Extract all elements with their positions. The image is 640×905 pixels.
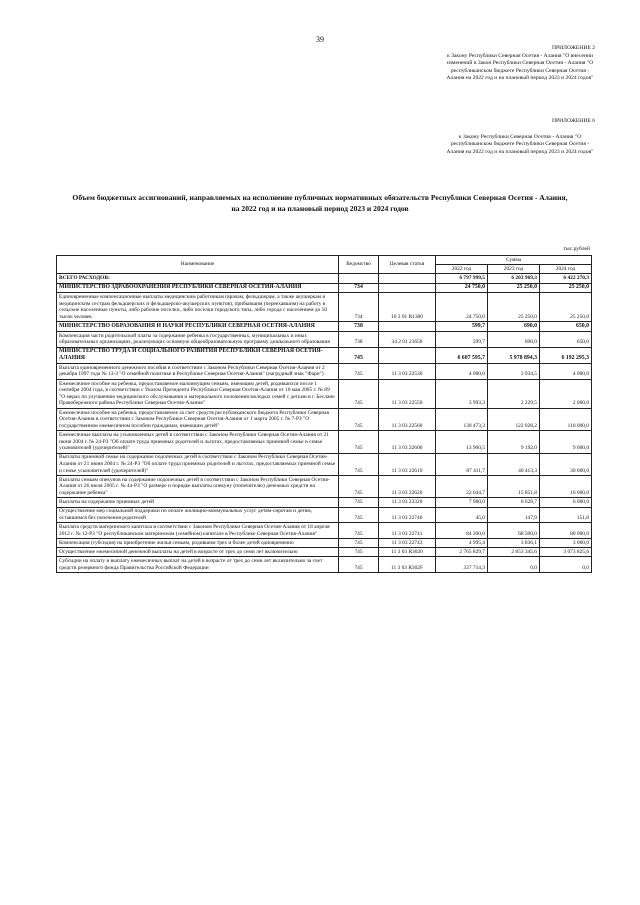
cell-2023: 690,0 bbox=[488, 331, 540, 347]
cell-target-article bbox=[379, 322, 436, 332]
cell-target-article bbox=[379, 347, 436, 364]
cell-name: Выплата средств материнского капитала в соответствии с Законом Республики Северная Осетия-Алания от 18 апреля 2012 г. № 12-РЗ "О республиканском материнском (семейном) капитале в Республике Северная Осетия-Алания" bbox=[57, 523, 339, 539]
cell-2023: 25 250,0 bbox=[488, 293, 540, 322]
cell-target-article: 11 3 03 23320 bbox=[379, 498, 436, 507]
appendix-2-block bbox=[445, 45, 595, 83]
cell-department: 738 bbox=[339, 322, 379, 332]
cell-target-article: 11 3 03 22560 bbox=[379, 408, 436, 430]
cell-name: МИНИСТЕРСТВО ЗДРАВООХРАНЕНИЯ РЕСПУБЛИКИ СЕВЕРНАЯ ОСЕТИЯ-АЛАНИЯ bbox=[57, 283, 339, 293]
cell-name: Осуществление ежемесячной денежной выплаты на детей в возрасте от трех до семи лет включительно bbox=[57, 548, 339, 557]
cell-name: Ежемесячные выплаты на усыновленных детей в соответствии с Законом Республики Северная Осетия-Алания от 21 июня 2004 г. № 24-РЗ "Об оплате труда приемных родителей и льготах, предоставляемых приемной семье и семье усыновителей (удочерителей)" bbox=[57, 431, 339, 453]
table-row bbox=[57, 431, 592, 453]
table-row bbox=[57, 408, 592, 430]
table-row bbox=[57, 548, 592, 557]
cell-department: 745 bbox=[339, 539, 379, 548]
cell-target-article: 10 3 01 R1380 bbox=[379, 293, 436, 322]
cell-name: МИНИСТЕРСТВО ОБРАЗОВАНИЯ И НАУКИ РЕСПУБЛИКИ СЕВЕРНАЯ ОСЕТИЯ-АЛАНИЯ bbox=[57, 322, 339, 332]
cell-2024: 25 250,0 bbox=[540, 293, 592, 322]
cell-2024: 6 422 270,3 bbox=[540, 274, 592, 283]
cell-name: Осуществление мер социальной поддержки по оплате жилищно-коммунальных услуг детям-сиротам и детям, оставшимся без попечения родителей bbox=[57, 507, 339, 523]
cell-department: 734 bbox=[339, 293, 379, 322]
cell-2022: 22 644,7 bbox=[436, 475, 488, 497]
cell-target-article: 34 2 01 21650 bbox=[379, 331, 436, 347]
cell-name: Компенсация части родительской платы за содержание ребенка в государственных, муниципальных и иных образовательных организациях, реализующих основную общеобразовательную программу дошкольного образования bbox=[57, 331, 339, 347]
appendix-2-text: к Закону Республики Северная Осетия - Алания "О внесении изменений в Закон Республики Северная Осетия - Алания "О республиканском бюджете Республики Северная Осетия - Алания на 2022 год и на плановый период 2023 и 2024 годов" bbox=[446, 52, 594, 81]
cell-target-article: 11 3 03 R302F bbox=[379, 557, 436, 573]
ministry-row bbox=[57, 322, 592, 332]
appendix-6-heading: ПРИЛОЖЕНИЕ 6 bbox=[551, 118, 595, 124]
appendix-2-heading: ПРИЛОЖЕНИЕ 2 bbox=[551, 45, 595, 51]
cell-name: Субсидии на оплату и выплату ежемесячных выплат на детей в возрасте от трех до семи лет включительно за счет средств резервного фонда Правительства Российской Федерации bbox=[57, 557, 339, 573]
cell-department: 734 bbox=[339, 283, 379, 293]
cell-2023: 2 229,5 bbox=[488, 379, 540, 408]
cell-department: 745 bbox=[339, 347, 379, 364]
table-row bbox=[57, 331, 592, 347]
table-row bbox=[57, 293, 592, 322]
header-target-article: Целевая статья bbox=[379, 256, 436, 274]
cell-2022: 599,7 bbox=[436, 322, 488, 332]
cell-target-article: 11 3 03 22550 bbox=[379, 379, 436, 408]
cell-name: Выплаты приемной семье на содержание подопечных детей в соответствии с Законом Республики Северная Осетия-Алания от 21 июня 2004 г. № 24-РЗ "Об оплате труда приемных родителей и льготах, предоставляемых приемной семье и семье усыновителей (удочерителей)" bbox=[57, 453, 339, 475]
cell-2022: 7 900,0 bbox=[436, 498, 488, 507]
ministry-row bbox=[57, 283, 592, 293]
cell-name: Ежемесячное пособие на ребенка, предоставляемое за счет средств республиканского бюджета Республики Северная Осетия-Алания в соответствии с Законом Республики Северная Осетия-Алания от 1 марта 2005 г. № 7-РЗ "О государственном ежемесячном пособии гражданам, имеющим детей" bbox=[57, 408, 339, 430]
cell-2023: 6 203 969,3 bbox=[488, 274, 540, 283]
cell-2022: 6 797 999,5 bbox=[436, 274, 488, 283]
cell-name: Единовременные компенсационные выплаты медицинским работникам (врачам, фельдшерам, а также акушеркам и медицинским сестрам фельдшерских и фельдшерско-акушерских пунктов), прибывшим (переехавшим) на работу в сельские населенные пункты, либо рабочие поселки, либо поселки городского типа, либо города с населением до 50 тысяч человек bbox=[57, 293, 339, 322]
cell-2023: 6 628,7 bbox=[488, 498, 540, 507]
table-row bbox=[57, 498, 592, 507]
table-row bbox=[57, 557, 592, 573]
cell-2024: 9 000,0 bbox=[540, 431, 592, 453]
cell-department: 745 bbox=[339, 475, 379, 497]
budget-table bbox=[56, 255, 592, 573]
cell-2024: 80 000,0 bbox=[540, 523, 592, 539]
cell-2023: 122 028,2 bbox=[488, 408, 540, 430]
cell-target-article: 11 3 03 22620 bbox=[379, 475, 436, 497]
cell-2022: 45,0 bbox=[436, 507, 488, 523]
cell-2024: 650,0 bbox=[540, 322, 592, 332]
table-row bbox=[57, 523, 592, 539]
units-label: тыс.рублей bbox=[563, 246, 590, 252]
cell-department: 745 bbox=[339, 523, 379, 539]
cell-department: 745 bbox=[339, 548, 379, 557]
cell-2022: 4 000,0 bbox=[436, 364, 488, 380]
cell-target-article: 11 3 03 22741 bbox=[379, 523, 436, 539]
cell-2024: 25 250,0 bbox=[540, 283, 592, 293]
cell-2023: 15 851,8 bbox=[488, 475, 540, 497]
cell-department: 745 bbox=[339, 453, 379, 475]
cell-2023: 40 413,3 bbox=[488, 453, 540, 475]
cell-2022: 24 750,0 bbox=[436, 293, 488, 322]
cell-target-article: 11 3 03 22610 bbox=[379, 453, 436, 475]
cell-2023: 3 934,5 bbox=[488, 364, 540, 380]
cell-2022: 130 473,3 bbox=[436, 408, 488, 430]
cell-target-article bbox=[379, 274, 436, 283]
table-row bbox=[57, 539, 592, 548]
cell-department: 745 bbox=[339, 557, 379, 573]
cell-2024: 6 192 295,3 bbox=[540, 347, 592, 364]
cell-department: 745 bbox=[339, 498, 379, 507]
cell-2023: 3 836,1 bbox=[488, 539, 540, 548]
header-year-2022: 2022 год bbox=[436, 265, 488, 274]
cell-name: ВСЕГО РАСХОДОВ: bbox=[57, 274, 339, 283]
cell-2022: 337 714,3 bbox=[436, 557, 488, 573]
ministry-row bbox=[57, 347, 592, 364]
header-year-2024: 2024 год bbox=[540, 265, 592, 274]
cell-target-article: 11 3 03 22530 bbox=[379, 364, 436, 380]
cell-2023: 9 192,0 bbox=[488, 431, 540, 453]
cell-2022: 24 750,0 bbox=[436, 283, 488, 293]
cell-2024: 2 000,0 bbox=[540, 379, 592, 408]
cell-2023: 2 853 345,6 bbox=[488, 548, 540, 557]
cell-2024: 3 073 825,6 bbox=[540, 548, 592, 557]
cell-target-article: 11 3 03 22740 bbox=[379, 507, 436, 523]
table-row bbox=[57, 364, 592, 380]
appendix-6-text: к Закону Республики Северная Осетия - Алания "О республиканском бюджете Республики Северная Осетия - Алания на 2022 год и на плановый период 2023 и 2024 годов" bbox=[446, 133, 594, 155]
cell-name: Ежемесячное пособие на ребенка, предоставляемое малоимущим семьям, имеющим детей, родившихся после 1 сентября 2004 года, в соответствии с Указом Президента Республики Северная Осетия-Алания от 16 мая 2005 г. № 89 "О мерах по улучшению медицинского обслуживания и материального положения молодых семей с детьми в г. Беслане Правобережного района Республики Северная Осетия-Алания" bbox=[57, 379, 339, 408]
cell-2022: 84 200,0 bbox=[436, 523, 488, 539]
cell-2022: 599,7 bbox=[436, 331, 488, 347]
cell-2022: 3 993,3 bbox=[436, 379, 488, 408]
cell-2023: 690,0 bbox=[488, 322, 540, 332]
cell-2024: 0,0 bbox=[540, 557, 592, 573]
cell-target-article: 11 3 03 22743 bbox=[379, 539, 436, 548]
cell-department: 745 bbox=[339, 408, 379, 430]
cell-name: Выплаты семьям опекунов на содержание подопечных детей в соответствии с Законом Республики Северная Осетия-Алания от 26 июля 2005 г. № 44-РЗ "О размере и порядке выплаты опекуну (попечителю) денежных средств на содержание ребенка" bbox=[57, 475, 339, 497]
cell-2024: 4 000,0 bbox=[540, 364, 592, 380]
cell-2024: 3 000,0 bbox=[540, 539, 592, 548]
table-row bbox=[57, 453, 592, 475]
table-body bbox=[57, 274, 592, 573]
table-row bbox=[57, 507, 592, 523]
cell-2023: 147,9 bbox=[488, 507, 540, 523]
cell-2023: 68 500,0 bbox=[488, 523, 540, 539]
cell-name: Компенсация (субсидия) на приобретение жилья семьям, родившим трех и более детей одновременно bbox=[57, 539, 339, 548]
table-row bbox=[57, 379, 592, 408]
document-title: Объем бюджетных ассигнований, направляемых на исполнение публичных нормативных обязательств Республики Северная Осетия - Алания, на 2022 год и на плановый период 2023 и 2024 годов bbox=[72, 193, 568, 213]
cell-department: 745 bbox=[339, 431, 379, 453]
header-department: Ведомство bbox=[339, 256, 379, 274]
cell-2023: 0,0 bbox=[488, 557, 540, 573]
cell-name: МИНИСТЕРСТВО ТРУДА И СОЦИАЛЬНОГО РАЗВИТИЯ РЕСПУБЛИКИ СЕВЕРНАЯ ОСЕТИЯ-АЛАНИЯ bbox=[57, 347, 339, 364]
cell-2024: 650,0 bbox=[540, 331, 592, 347]
cell-2022: 2 765 829,7 bbox=[436, 548, 488, 557]
cell-2023: 5 978 894,3 bbox=[488, 347, 540, 364]
cell-target-article: 11 3 03 22600 bbox=[379, 431, 436, 453]
cell-name: Выплата единовременного денежного пособия в соответствии с Законом Республики Северная Осетия-Алания от 2 декабря 1997 года № 13-З "О семейной политике в Республике Северная Осетия-Алания" (нагрудный знак "Фарн") bbox=[57, 364, 339, 380]
cell-2023: 25 250,0 bbox=[488, 283, 540, 293]
cell-department bbox=[339, 274, 379, 283]
cell-2022: 4 995,4 bbox=[436, 539, 488, 548]
table-row bbox=[57, 475, 592, 497]
total-row bbox=[57, 274, 592, 283]
page-number: 39 bbox=[316, 35, 324, 44]
cell-department: 745 bbox=[339, 364, 379, 380]
cell-department: 738 bbox=[339, 331, 379, 347]
cell-2022: 6 607 595,7 bbox=[436, 347, 488, 364]
cell-2024: 6 000,0 bbox=[540, 498, 592, 507]
header-sum: Сумма bbox=[436, 256, 592, 265]
cell-2024: 110 000,0 bbox=[540, 408, 592, 430]
cell-department: 745 bbox=[339, 507, 379, 523]
cell-target-article bbox=[379, 283, 436, 293]
cell-name: Выплаты на содержание приемных детей bbox=[57, 498, 339, 507]
cell-2022: 13 900,5 bbox=[436, 431, 488, 453]
cell-2024: 30 000,0 bbox=[540, 453, 592, 475]
header-year-2023: 2023 год bbox=[488, 265, 540, 274]
cell-2022: 87 411,7 bbox=[436, 453, 488, 475]
header-name: Наименование bbox=[57, 256, 339, 274]
cell-department: 745 bbox=[339, 379, 379, 408]
cell-2024: 16 000,0 bbox=[540, 475, 592, 497]
cell-2024: 151,8 bbox=[540, 507, 592, 523]
cell-target-article: 11 3 03 R3020 bbox=[379, 548, 436, 557]
appendix-6-block bbox=[445, 118, 595, 156]
